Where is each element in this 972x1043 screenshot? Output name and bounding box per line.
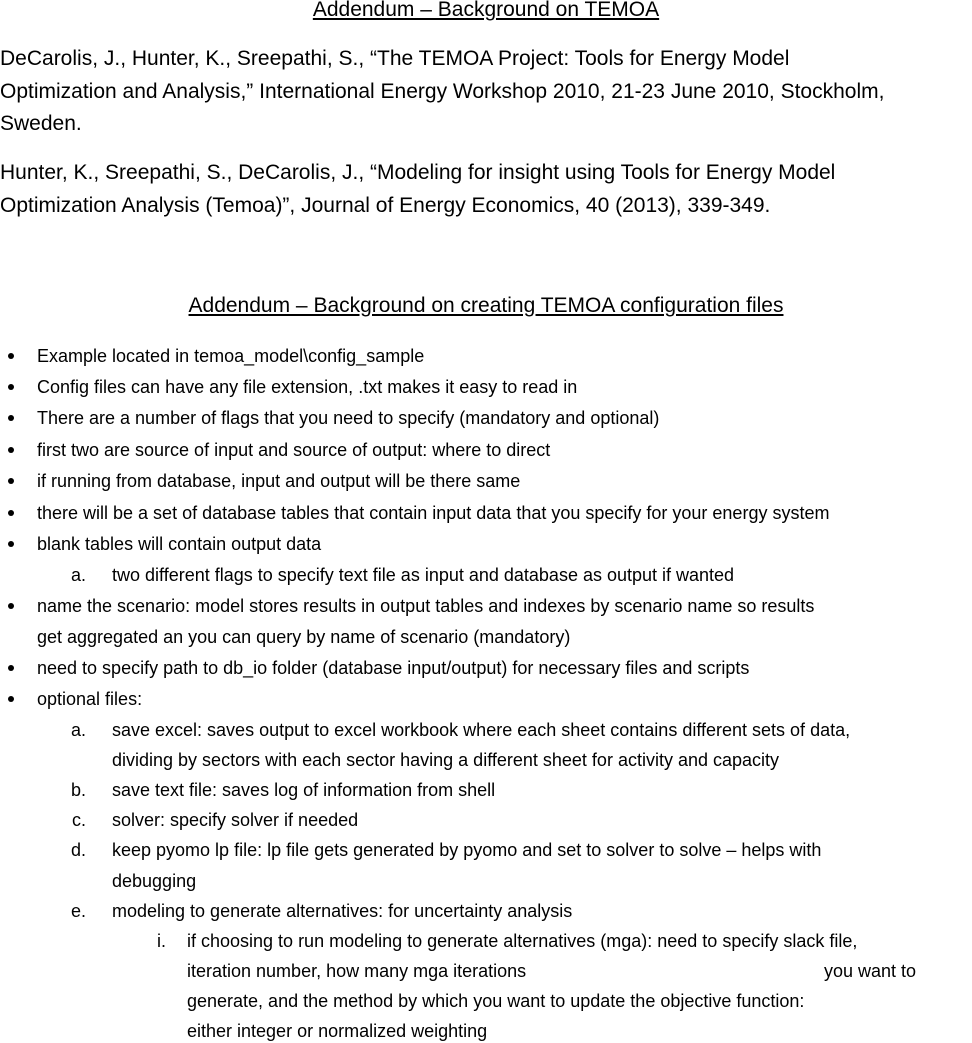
reference-line: Hunter, K., Sreepathi, S., DeCarolis, J., “Modeling for insight using Tools for Energy Model	[0, 161, 836, 184]
list-item: optional files:	[37, 689, 143, 709]
temoa-background-title: Addendum – Background on TEMOA	[312, 0, 660, 21]
reference-hunter-2013	[0, 157, 972, 222]
list-marker: a.	[70, 720, 86, 740]
sub-list-item: save excel: saves output to excel workbook where each sheet contains different sets of data,	[112, 720, 851, 740]
sub-list-item: save text file: saves log of information from shell	[112, 780, 496, 800]
list-item: blank tables will contain output data	[37, 534, 322, 554]
reference-line: Optimization and Analysis,” International Energy Workshop 2010, 21-23 June 2010, Stockholm,	[0, 79, 885, 103]
list-item: name the scenario: model stores results in output tables and indexes by scenario name so results	[37, 596, 815, 616]
sub-list-item: two different flags to specify text file as input and database as output if wanted	[112, 565, 735, 585]
list-item: need to specify path to db_io folder (database input/output) for necessary files and scripts	[37, 658, 750, 678]
sub-sub-list-item-continuation: iteration number, how many mga iterations	[187, 961, 527, 981]
list-marker: d.	[70, 840, 86, 860]
list-marker: b.	[70, 780, 86, 800]
sub-sub-list-item-continuation: generate, and the method by which you want to update the objective function:	[187, 991, 805, 1011]
config-files-title: Addendum – Background on creating TEMOA configuration files	[188, 294, 784, 317]
list-item: There are a number of flags that you need to specify (mandatory and optional)	[37, 408, 660, 428]
list-item: Config files can have any file extension, .txt makes it easy to read in	[37, 377, 578, 397]
list-item: Example located in temoa_model\config_sample	[37, 346, 425, 366]
sub-sub-list-item-continuation: you want to	[824, 961, 917, 981]
list-item: if running from database, input and output will be there same	[37, 471, 521, 491]
reference-decarolis-2010	[0, 43, 972, 141]
list-marker: i.	[157, 931, 166, 951]
sub-list-item: modeling to generate alternatives: for uncertainty analysis	[112, 901, 573, 921]
reference-line: Sweden.	[0, 112, 82, 135]
list-marker: a.	[70, 565, 86, 585]
sub-list-item: solver: specify solver if needed	[112, 810, 359, 830]
list-marker: e.	[70, 901, 86, 921]
reference-line: Optimization Analysis (Temoa)”, Journal of Energy Economics, 40 (2013), 339-349.	[0, 193, 771, 217]
list-item-continuation: get aggregated an you can query by name of scenario (mandatory)	[37, 627, 571, 647]
sub-list-item-continuation: dividing by sectors with each sector having a different sheet for activity and capacity	[112, 750, 780, 770]
sub-list-item: keep pyomo lp file: lp file gets generated by pyomo and set to solver to solve – helps with	[112, 840, 822, 860]
list-item: first two are source of input and source of output: where to direct	[37, 440, 551, 460]
list-item: there will be a set of database tables that contain input data that you specify for your energy system	[37, 503, 830, 523]
sub-list-item-continuation: debugging	[112, 871, 197, 891]
list-marker: c.	[71, 810, 86, 830]
reference-line: DeCarolis, J., Hunter, K., Sreepathi, S., “The TEMOA Project: Tools for Energy Model	[0, 47, 790, 70]
sub-sub-list-item-continuation: either integer or normalized weighting	[187, 1021, 488, 1041]
sub-sub-list-item: if choosing to run modeling to generate alternatives (mga): need to specify slack file,	[187, 931, 858, 951]
